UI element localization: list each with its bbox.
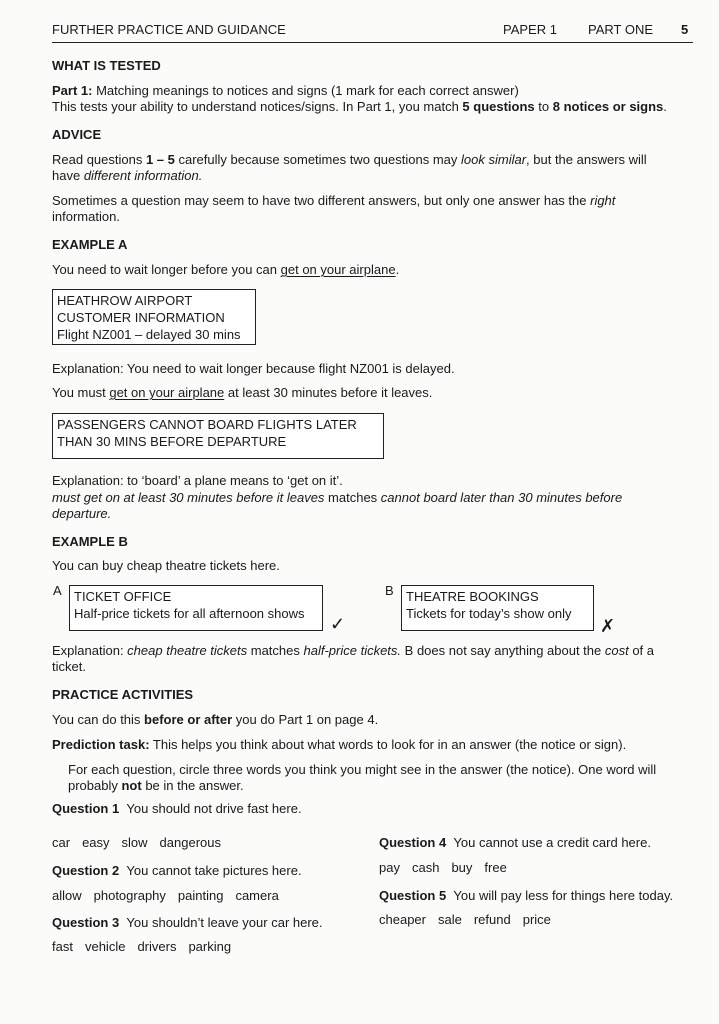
- word-option[interactable]: cash: [411, 860, 440, 875]
- word-option[interactable]: price: [522, 912, 551, 927]
- question-4-words: [379, 859, 519, 876]
- bold-text: Prediction task:: [52, 737, 150, 752]
- text: at least 30 minutes before it leaves.: [224, 385, 433, 400]
- word-option[interactable]: sale: [437, 912, 462, 927]
- word-option[interactable]: photography: [93, 888, 166, 903]
- practice-p1: [52, 711, 378, 728]
- text: have: [52, 168, 84, 183]
- italic-text: cost: [604, 643, 629, 658]
- underlined-text: get on your airplane: [109, 385, 225, 400]
- part-label-bold: Part 1:: [52, 83, 93, 98]
- question-1-words: [52, 834, 233, 851]
- notice-line: THAN 30 MINS BEFORE DEPARTURE: [57, 434, 287, 449]
- example-a-explanation3-line2: departure.: [52, 506, 112, 521]
- italic-text: right: [590, 193, 616, 208]
- notice-passengers: [52, 413, 384, 459]
- notice-line: CUSTOMER INFORMATION: [57, 310, 225, 325]
- example-b-heading: EXAMPLE B: [52, 534, 128, 549]
- advice-p1-line2: [52, 167, 202, 184]
- italic-text: half-price tickets.: [303, 643, 402, 658]
- text: probably: [68, 778, 122, 793]
- word-option[interactable]: painting: [177, 888, 224, 903]
- option-a-label: A: [53, 583, 62, 598]
- text: B does not say anything about the: [401, 643, 605, 658]
- practice-p2: [52, 736, 626, 753]
- advice-p1-line1: [52, 151, 647, 168]
- text: to: [534, 99, 553, 114]
- word-option[interactable]: dangerous: [159, 835, 221, 850]
- example-a-explanation3-line1: [52, 489, 622, 506]
- page-number: 5: [681, 22, 689, 37]
- word-option[interactable]: slow: [121, 835, 148, 850]
- text: You need to wait longer before you can: [52, 262, 281, 277]
- bold-text: not: [121, 778, 142, 793]
- text: You can do this: [52, 712, 145, 727]
- text: This helps you think about what words to look for in an answer (the notice or sign).: [149, 737, 627, 752]
- question-text: You cannot take pictures here.: [126, 863, 302, 878]
- bold-text: before or after: [144, 712, 233, 727]
- example-a-question2: [52, 384, 432, 401]
- header-rule: [52, 42, 693, 43]
- question-text: You cannot use a credit card here.: [453, 835, 651, 850]
- advice-p2-line2: information.: [52, 209, 120, 224]
- notice-line: Flight NZ001 – delayed 30 mins: [57, 327, 241, 342]
- word-option[interactable]: drivers: [137, 939, 177, 954]
- word-option[interactable]: cheaper: [379, 912, 426, 927]
- notice-line: Half-price tickets for all afternoon shows: [74, 606, 305, 621]
- what-tested-line1: [52, 82, 519, 99]
- text: Sometimes a question may seem to have two different answers, but only one answer has the: [52, 193, 591, 208]
- practice-p3-line1: For each question, circle three words you think you might see in the answer (the notice). One word will: [68, 762, 657, 777]
- word-option[interactable]: parking: [188, 939, 232, 954]
- bold-text: 5 questions: [462, 99, 535, 114]
- word-option[interactable]: free: [484, 860, 507, 875]
- text: be in the answer.: [141, 778, 244, 793]
- word-option[interactable]: camera: [235, 888, 279, 903]
- word-option[interactable]: buy: [451, 860, 473, 875]
- question-2: [52, 862, 302, 879]
- text: .: [663, 99, 667, 114]
- text: Matching meanings to notices and signs (1 mark for each correct answer): [92, 83, 519, 98]
- word-option[interactable]: pay: [379, 860, 400, 875]
- text: matches: [324, 490, 381, 505]
- notice-ticket-office: [69, 585, 323, 631]
- text: matches: [247, 643, 304, 658]
- text: Explanation:: [52, 643, 128, 658]
- word-option[interactable]: allow: [52, 888, 82, 903]
- question-label: Question 2: [52, 863, 120, 878]
- text: of a: [628, 643, 654, 658]
- notice-line: PASSENGERS CANNOT BOARD FLIGHTS LATER: [57, 417, 357, 432]
- word-option[interactable]: easy: [82, 835, 110, 850]
- notice-line: Tickets for today’s show only: [406, 606, 572, 621]
- example-b-explanation-line2: ticket.: [52, 659, 86, 674]
- word-option[interactable]: fast: [52, 939, 73, 954]
- notice-line: THEATRE BOOKINGS: [406, 589, 539, 604]
- question-2-words: [52, 887, 291, 904]
- cross-icon: ✗: [600, 616, 616, 636]
- italic-text: look similar: [461, 152, 527, 167]
- question-3: [52, 914, 323, 931]
- notice-line: HEATHROW AIRPORT: [57, 293, 193, 308]
- bold-text: 1 – 5: [145, 152, 175, 167]
- notice-theatre-bookings: [401, 585, 594, 631]
- part-label: PART ONE: [588, 22, 654, 37]
- text: You must: [52, 385, 110, 400]
- word-option[interactable]: vehicle: [84, 939, 126, 954]
- question-text: You shouldn’t leave your car here.: [126, 915, 323, 930]
- text: , but the answers will: [526, 152, 647, 167]
- text: you do Part 1 on page 4.: [232, 712, 379, 727]
- word-option[interactable]: car: [52, 835, 71, 850]
- question-label: Question 1: [52, 801, 120, 816]
- italic-text: different information.: [83, 168, 203, 183]
- notice-heathrow: [52, 289, 256, 345]
- text: Read questions: [52, 152, 146, 167]
- underlined-text: get on your airplane: [280, 262, 396, 277]
- question-5: [379, 887, 673, 904]
- question-label: Question 5: [379, 888, 447, 903]
- example-b-question: You can buy cheap theatre tickets here.: [52, 558, 280, 573]
- example-b-explanation-line1: [52, 642, 654, 659]
- advice-p2-line1: [52, 192, 615, 209]
- text: .: [395, 262, 400, 277]
- bold-text: 8 notices or signs: [552, 99, 664, 114]
- text: This tests your ability to understand notices/signs. In Part 1, you match: [52, 99, 463, 114]
- example-a-heading: EXAMPLE A: [52, 237, 128, 252]
- italic-text: cannot board later than 30 minutes before: [380, 490, 623, 505]
- running-header: FURTHER PRACTICE AND GUIDANCE: [52, 22, 286, 37]
- option-b-label: B: [385, 583, 394, 598]
- question-text: You will pay less for things here today.: [453, 888, 674, 903]
- example-a-explanation1: Explanation: You need to wait longer because flight NZ001 is delayed.: [52, 361, 455, 376]
- question-text: You should not drive fast here.: [126, 801, 302, 816]
- text: carefully because sometimes two questions may: [174, 152, 462, 167]
- question-1: [52, 800, 302, 817]
- advice-heading: ADVICE: [52, 127, 102, 142]
- notice-line: TICKET OFFICE: [74, 589, 172, 604]
- question-3-words: [52, 938, 243, 955]
- example-a-question: [52, 261, 399, 278]
- practice-p3-line2: [68, 777, 244, 794]
- question-5-words: [379, 911, 563, 928]
- example-a-explanation2: Explanation: to ‘board’ a plane means to ‘get on it’.: [52, 473, 343, 488]
- paper-label: PAPER 1: [503, 22, 557, 37]
- what-tested-line2: [52, 98, 667, 115]
- word-option[interactable]: refund: [473, 912, 511, 927]
- question-4: [379, 834, 651, 851]
- question-label: Question 4: [379, 835, 447, 850]
- italic-text: cheap theatre tickets: [127, 643, 248, 658]
- what-tested-heading: WHAT IS TESTED: [52, 58, 161, 73]
- tick-icon: ✓: [330, 614, 346, 634]
- question-label: Question 3: [52, 915, 120, 930]
- practice-heading: PRACTICE ACTIVITIES: [52, 687, 194, 702]
- italic-text: must get on at least 30 minutes before it leaves: [52, 490, 325, 505]
